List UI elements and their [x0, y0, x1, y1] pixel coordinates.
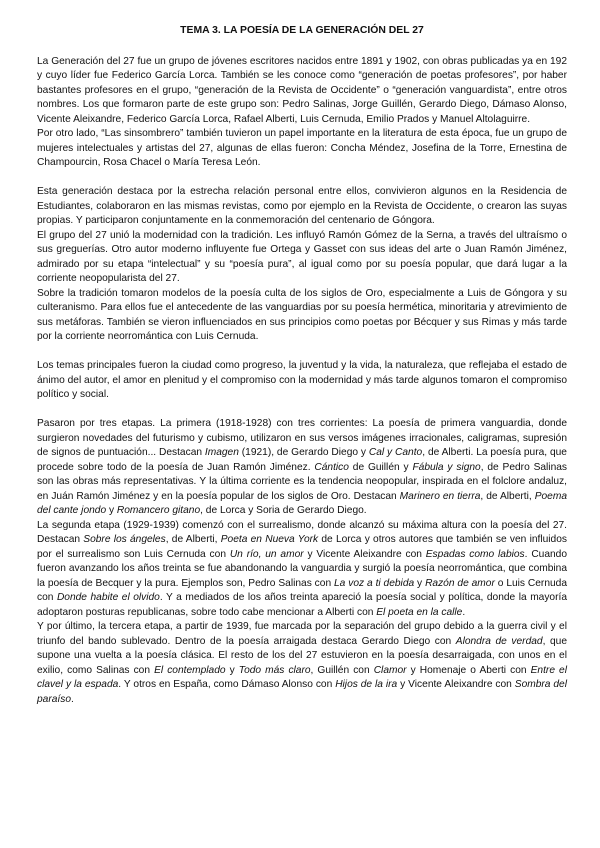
work-title: El poeta en la calle [376, 606, 463, 618]
text-span: La segunda etapa (1929-1939) comenzó con el surrealismo, donde alcanzó su máxima altura con la poesía del 27. Destacan [37, 519, 567, 545]
work-title: Imagen [204, 447, 239, 458]
text-span: o Luis Cernuda con [37, 577, 567, 603]
text-span: y Vicente Aleixandre con [303, 548, 426, 560]
text-span: , de Pedro Salinas son las obras más representativas. Y la última corriente es la tendencia neopopular, inspirada en el folclore andaluz, en Juán Ramón Jiménez y en la poesía popular de los siglos de Oro. Destacan [37, 461, 567, 502]
work-title: La voz a ti debida [334, 577, 415, 589]
paragraph-intro: La Generación del 27 fue un grupo de jóvenes escritores nacidos entre 1891 y 1902, con obras publicadas ya en 192 y cuyo líder fue Federico García Lorca. También se les conoce como “generación de poetas profesores”, por haber bastantes profesores en el grupo, “generación de la Revista de Occidente” o “generación vanguardista”, entre otros nombres. Los que formaron parte de este grupo son: Pedro Salinas, Jorge Guillén, Gerardo Diego, Dámaso Alonso, Vicente Aleixandre, Federico García Lorca, Rafael Alberti, Luis Cernuda, Emilio Prados y Manuel Altolaguirre. [37, 55, 567, 125]
text-span: . Y a mediados de los años treinta apareció la poesía social y política, donde la mayoría adoptaron posturas republicanas, sobre todo cabe mencionar a Alberti con [37, 592, 567, 618]
document-title: TEMA 3. LA POESÍA DE LA GENERACIÓN DEL 27 [180, 25, 424, 36]
work-title: Sobre los ángeles [83, 534, 166, 545]
text-span: Pasaron por tres etapas. La primera (1918-1928) con tres corrientes: La poesía de primera vanguardia, donde surgieron novedades del futurismo y cubismo, utilizaron en sus versos imágenes irracionales, caligramas, supresión de signos de puntuación... Destacan [37, 418, 567, 458]
paragraph-sinsombrero: Por otro lado, “Las sinsombrero” también tuvieron un papel importante en la literatura de esta época, fue un grupo de mujeres intelectuales y artistas del 27, algunas de ellas fueron: Concha Méndez, Josefina de la Torre, Ernestina de Champourcin, Rosa Chacel o María Teresa León. [37, 128, 567, 168]
work-title: Poema del cante jondo [37, 490, 567, 516]
work-title: Marinero en tierra [399, 490, 481, 502]
text-span: . [462, 606, 466, 618]
text-span: y Vicente Aleixandre con [397, 679, 515, 690]
text-span: . Y otros en España, como Dámaso Alonso con [118, 679, 336, 690]
text-span: de Lorca y otros autores que también se ven influidos por el surrealismo son Luis Cernuda con [37, 534, 567, 560]
text-span: , de Alberti, [165, 534, 221, 545]
work-title: Entre el clavel y la espada [37, 664, 567, 690]
text-span: Y por último, la tercera etapa, a partir de 1939, fue marcada por la separación del grupo debido a la guerra civil y el triunfo del bando sublevado. Dentro de la poesía arraigada destaca Gerardo Diego con [37, 621, 567, 647]
work-title: Poeta en Nueva York [220, 534, 319, 545]
text-span: , de Alberti. La poesía pura, que procede sobre todo de la poesía de Juan Ramón Jiménez. [37, 447, 567, 473]
paragraph-gap [37, 171, 567, 186]
work-title: Hijos de la ira [335, 679, 398, 690]
work-title: Alondra de verdad [455, 635, 543, 647]
paragraph-third-stage [37, 620, 567, 707]
paragraph-gap [37, 345, 567, 360]
text-span: y [414, 577, 426, 589]
text-span: y Homenaje o Aberti con [406, 664, 531, 676]
text-span: , de Lorca y Soria de Gerardo Diego. [200, 505, 367, 516]
work-title: El contemplado [154, 664, 226, 676]
work-title: Sombra del paraíso [37, 679, 567, 705]
text-span: y [225, 664, 239, 676]
work-title: Un río, un amor [229, 548, 304, 560]
paragraph-themes: Los temas principales fueron la ciudad como progreso, la juventud y la vida, la naturaleza, que reflejaba el estado de ánimo del autor, el amor en plenitud y el compromiso con la modernidad y más tarde algunos tomaron el compromiso político y social. [37, 360, 567, 400]
text-span: , Guillén con [310, 664, 374, 676]
work-title: Espadas como labios [425, 548, 525, 560]
work-title: Romancero gitano [116, 505, 201, 516]
text-span: . [70, 693, 74, 705]
text-span: de Guillén y [348, 461, 413, 473]
work-title: Razón de amor [425, 577, 495, 589]
work-title: Cal y Canto [368, 447, 423, 458]
work-title: Cántico [314, 461, 349, 473]
paragraph-modernity: El grupo del 27 unió la modernidad con la tradición. Les influyó Ramón Gómez de la Serna, a través del ultraísmo o sus greguerías. Otro autor moderno influyente fue Ortega y Gasset con sus ideas del arte o Juan Ramón Jiménez, admirado por su etapa “intelectual” y su “poesía pura”, al igual como por su poesía popular, que dará lugar a la corriente neopopularista del 27. [37, 229, 567, 284]
paragraph-second-stage [37, 519, 567, 621]
paragraph-first-stage [37, 417, 567, 519]
text-span: . Cuando fueron avanzando los años treinta se fue abandonando la vanguardia y surgió la poesía neorromántica, que combina la poesía de Becquer y la pura. Ejemplos son, Pedro Salinas con [37, 548, 568, 589]
text-span: (1921), de Gerardo Diego y [238, 447, 369, 458]
paragraph-tradition: Sobre la tradición tomaron modelos de la poesía culta de los siglos de Oro, especialmente a Luis de Góngora y su culteranismo. Para ellos fue el antecedente de las vanguardias por su poesía hermética, minoritaria y atrevimiento de sus metáforas. También se vieron influenciados en sus principios como poetas por Bécquer y sus Rimas y más tarde por la corriente neorromántica con Luis Cernuda. [37, 287, 567, 342]
work-title: Fábula y signo [412, 461, 481, 473]
work-title: Todo más claro [238, 664, 311, 676]
work-title: Donde habite el olvido [56, 592, 160, 603]
paragraph-gap [37, 403, 567, 418]
text-span: y [106, 505, 117, 516]
text-span: , de Alberti, [480, 490, 535, 502]
work-title: Clamor [373, 664, 407, 676]
paragraph-relations: Esta generación destaca por la estrecha relación personal entre ellos, convivieron algunos en la Residencia de Estudiantes, colaboraron en las mismas revistas, como por ejemplo en la Revista de Occidente, o crearon las suyas propias. Y participaron conjuntamente en la conmemoración del centenario de Góngora. [37, 186, 567, 226]
text-span: , que supone una vuelta a la poesía clásica. El resto de los del 27 estuvieron en la poesía desarraigada, con unos en el exilio, como Salinas con [37, 635, 567, 676]
